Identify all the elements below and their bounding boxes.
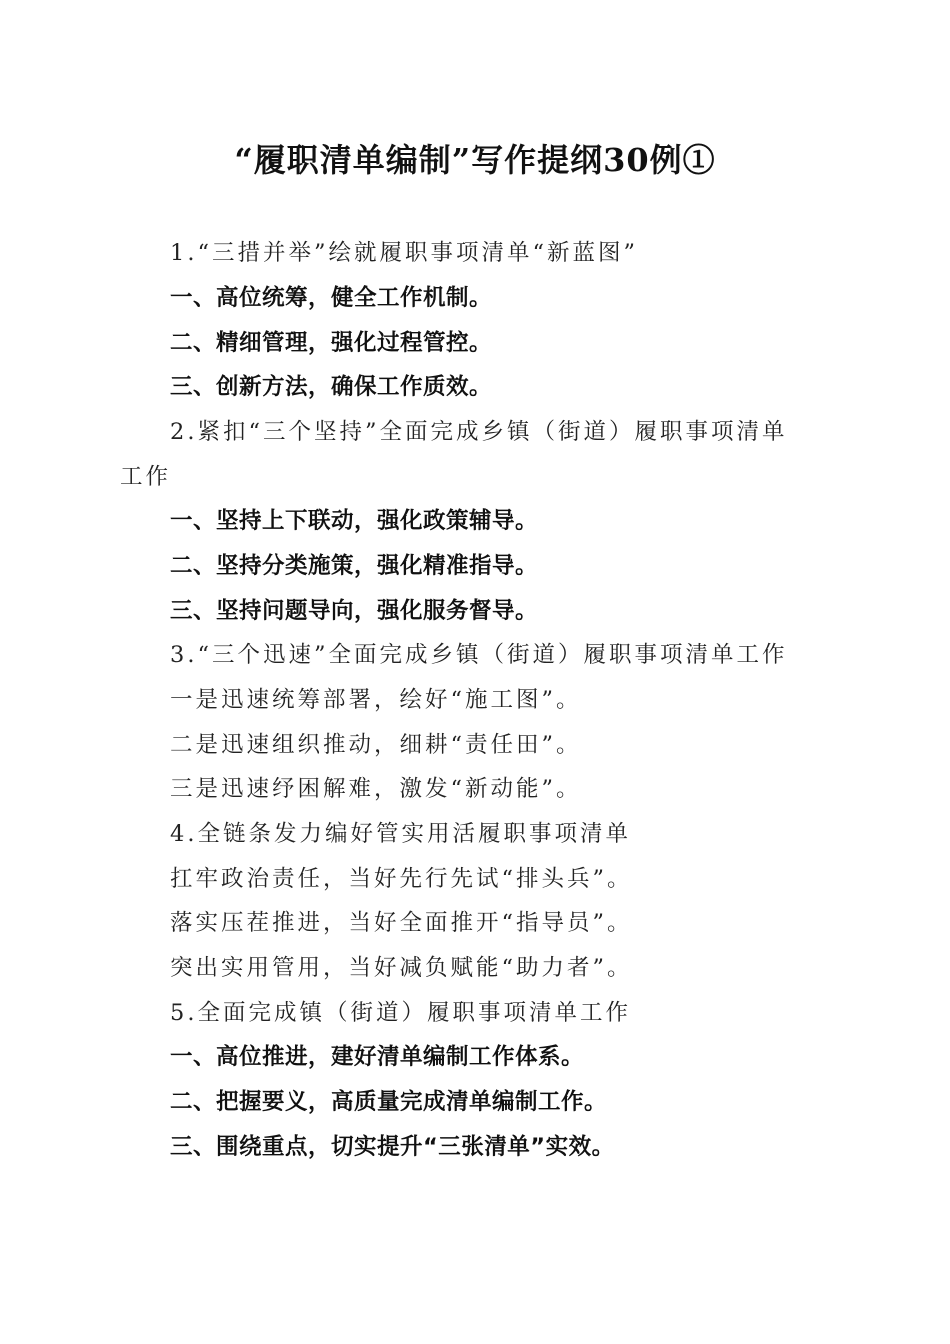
section-5-item-3: 三、围绕重点，切实提升“三张清单”实效。	[170, 1134, 615, 1160]
section-4-heading: 4.全链条发力编好管实用活履职事项清单	[170, 821, 631, 847]
section-2-item-3: 三、坚持问题导向，强化服务督导。	[170, 598, 539, 624]
section-5-item-2: 二、把握要义，高质量完成清单编制工作。	[170, 1089, 608, 1115]
section-3-item-1: 一是迅速统筹部署，绘好“施工图”。	[170, 687, 582, 713]
section-5-item-1: 一、高位推进，建好清单编制工作体系。	[170, 1044, 585, 1070]
section-2-heading-continued: 工作	[120, 464, 172, 490]
section-3-item-2: 二是迅速组织推动，细耕“责任田”。	[170, 732, 582, 758]
section-4-item-2: 落实压茬推进，当好全面推开“指导员”。	[170, 910, 633, 936]
section-2-heading: 2.紧扣“三个坚持”全面完成乡镇（街道）履职事项清单	[170, 419, 788, 445]
section-1-item-2: 二、精细管理，强化过程管控。	[170, 330, 493, 356]
document-title: “履职清单编制”写作提纲30例①	[234, 141, 716, 179]
section-1-item-3: 三、创新方法，确保工作质效。	[170, 374, 493, 400]
section-2-item-2: 二、坚持分类施策，强化精准指导。	[170, 553, 539, 579]
section-3-item-3: 三是迅速纾困解难，激发“新动能”。	[170, 776, 582, 802]
section-4-item-3: 突出实用管用，当好减负赋能“助力者”。	[170, 955, 633, 981]
section-2-item-1: 一、坚持上下联动，强化政策辅导。	[170, 508, 539, 534]
section-1-item-1: 一、高位统筹，健全工作机制。	[170, 285, 493, 311]
section-1-heading: 1.“三措并举”绘就履职事项清单“新蓝图”	[170, 240, 638, 266]
section-5-heading: 5.全面完成镇（街道）履职事项清单工作	[170, 1000, 631, 1026]
section-3-heading: 3.“三个迅速”全面完成乡镇（街道）履职事项清单工作	[170, 642, 788, 668]
section-4-item-1: 扛牢政治责任，当好先行先试“排头兵”。	[170, 866, 633, 892]
